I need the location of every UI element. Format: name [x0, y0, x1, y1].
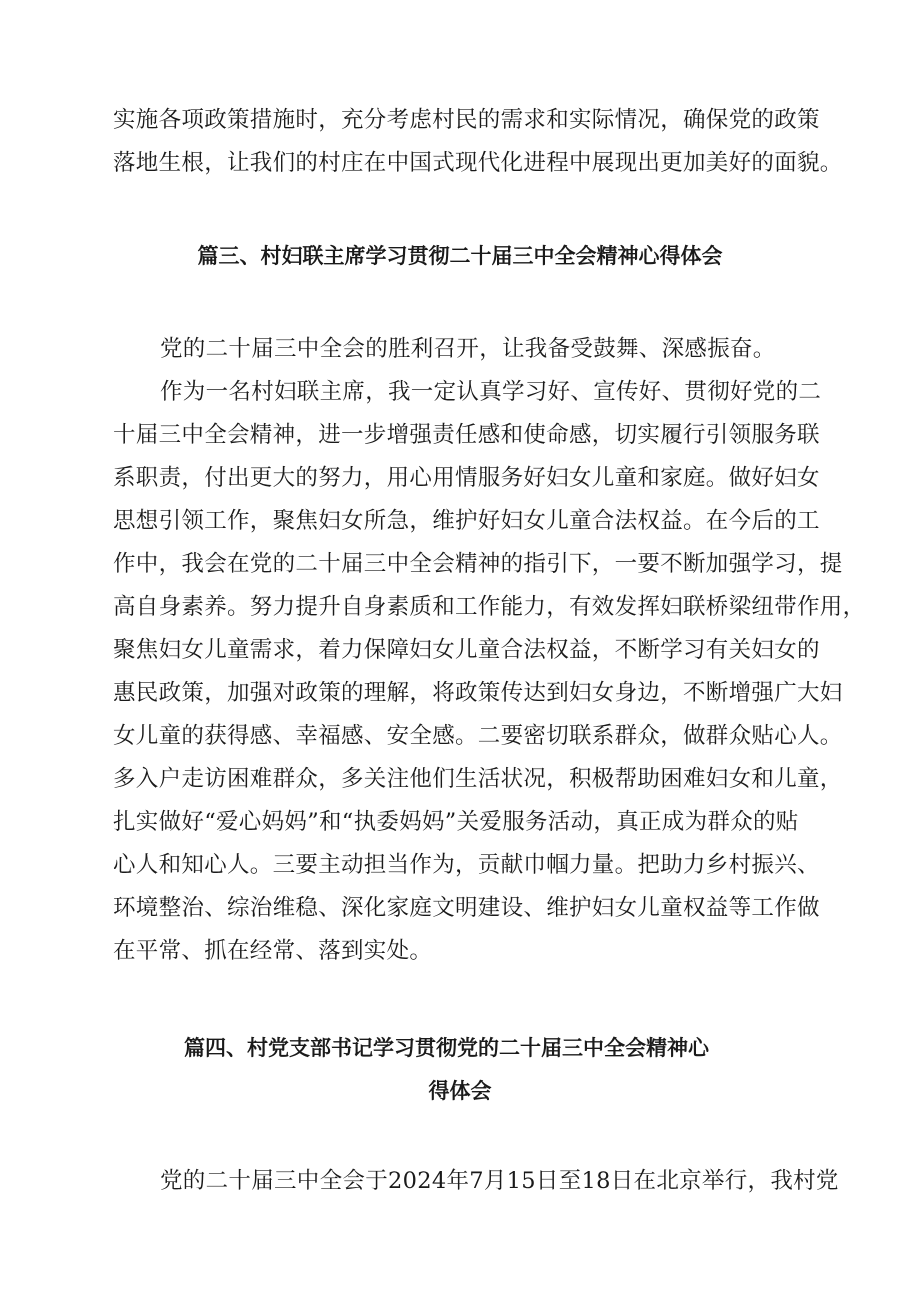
body-text-line: 作为一名村妇联主席，我一定认真学习好、宣传好、贯彻好党的二	[160, 379, 822, 405]
body-text-line: 惠民政策，加强对政策的理解，将政策传达到妇女身边，不断增强广大妇	[113, 680, 843, 706]
body-text-line: 女儿童的获得感、幸福感、安全感。二要密切联系群众，做群众贴心人。	[113, 723, 843, 749]
body-text-line: 作中，我会在党的二十届三中全会精神的指引下，一要不断加强学习，提	[113, 551, 843, 577]
body-text-line: 系职责，付出更大的努力，用心用情服务好妇女儿童和家庭。做好妇女	[113, 465, 820, 491]
body-text-line: 实施各项政策措施时，充分考虑村民的需求和实际情况，确保党的政策	[113, 107, 820, 133]
section-title: 篇三、村妇联主席学习贯彻二十届三中全会精神心得体会	[197, 244, 723, 268]
body-text-line: 环境整治、综治维稳、深化家庭文明建设、维护妇女儿童权益等工作做	[113, 895, 820, 921]
body-text-line: 在平常、抓在经常、落到实处。	[113, 938, 433, 964]
body-text-line: 落地生根，让我们的村庄在中国式现代化进程中展现出更加美好的面貌。	[113, 150, 843, 176]
section-title-continued: 得体会	[428, 1079, 492, 1103]
body-text-line: 十届三中全会精神，进一步增强责任感和使命感，切实履行引领服务联	[113, 422, 820, 448]
section-title: 篇四、村党支部书记学习贯彻党的二十届三中全会精神心	[184, 1036, 709, 1060]
body-text-line: 心人和知心人。三要主动担当作为，贡献巾帼力量。把助力乡村振兴、	[113, 852, 820, 878]
body-text-line: 党的二十届三中全会于2024年7月15日至18日在北京举行，我村党	[160, 1168, 839, 1194]
body-text-line: 多入户走访困难群众，多关注他们生活状况，积极帮助困难妇女和儿童，	[113, 766, 843, 792]
body-text-line: 聚焦妇女儿童需求，着力保障妇女儿童合法权益，不断学习有关妇女的	[113, 637, 820, 663]
body-text-line: 扎实做好“爱心妈妈”和“执委妈妈”关爱服务活动，真正成为群众的贴	[113, 809, 799, 835]
body-text-line: 思想引领工作，聚焦妇女所急，维护好妇女儿童合法权益。在今后的工	[113, 508, 820, 534]
paragraph-text: 党的二十届三中全会的胜利召开，让我备受鼓舞、深感振奋。	[160, 336, 776, 362]
body-text-line: 高自身素养。努力提升自身素质和工作能力，有效发挥妇联桥梁纽带作用，	[113, 594, 866, 620]
